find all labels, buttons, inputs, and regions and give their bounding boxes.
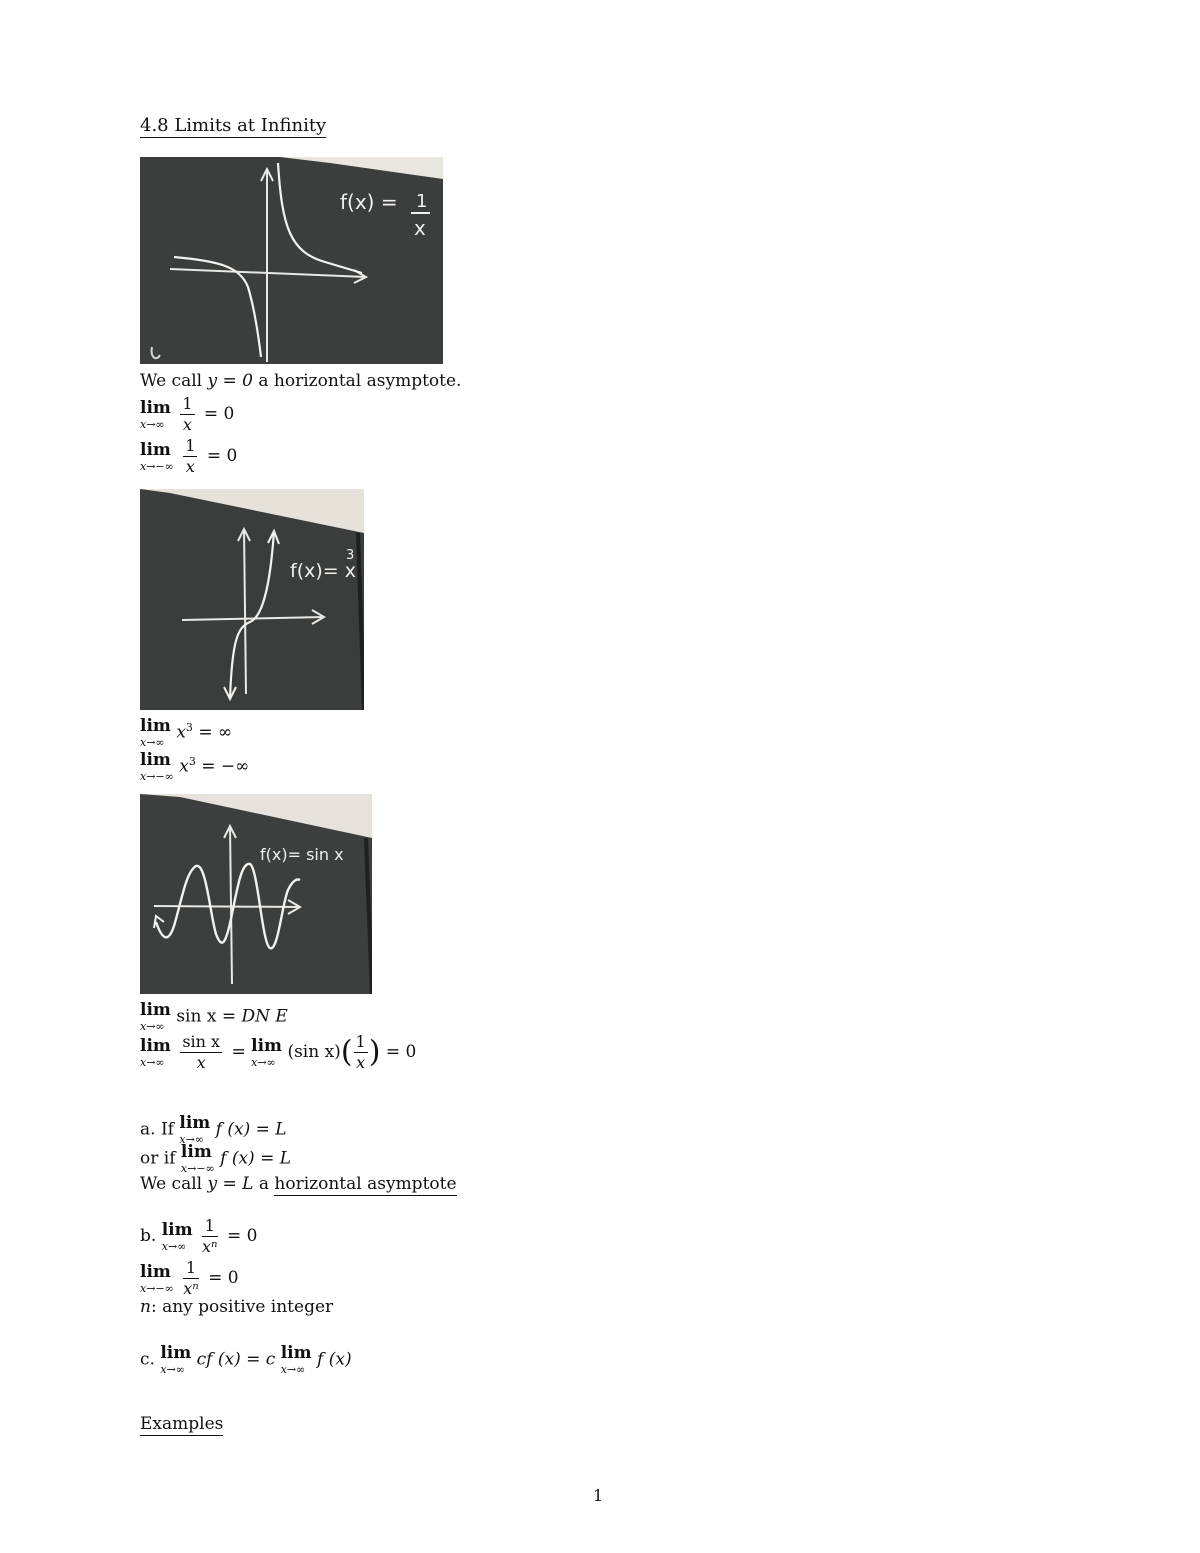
board-label-reciprocal-num: 1 (416, 191, 428, 212)
limit-reciprocal-pos: lim x→∞ $\frac{1}{x}$ = 0 (140, 394, 235, 434)
section-title: 4.8 Limits at Infinity (140, 115, 327, 136)
chalkboard-photo-reciprocal (140, 157, 443, 364)
limit-cube-neg: lim x→−∞ $x^3$ = −∞ (140, 750, 250, 783)
rule-a-line1: a. If lim x→∞ f (x) = L (140, 1113, 287, 1146)
limit-sine: lim x→∞ sin x = DN E (140, 1000, 288, 1033)
chalkboard-photo-sine (140, 794, 372, 994)
board-label-reciprocal-den: x (414, 216, 426, 240)
board-label-cubic-sup: 3 (346, 548, 355, 563)
rule-b-line2: lim x→−∞ $\frac{1}{\text{xⁿ}}$ = 0 (140, 1258, 239, 1298)
examples-heading: Examples (140, 1414, 224, 1434)
rule-b-note: n: any positive integer (140, 1297, 334, 1317)
limit-cube-pos: lim x→∞ $x^3$ = ∞ (140, 716, 233, 749)
board-label-reciprocal: f(x) = (340, 190, 398, 214)
rule-a-line3: We call y = L a horizontal asymptote (140, 1174, 457, 1194)
board-label-cubic: f(x)= x (290, 560, 356, 582)
page-number: 1 (593, 1486, 604, 1505)
asymptote-statement: We call y = 0 a horizontal asymptote. (140, 371, 462, 391)
board-label-sine: f(x)= sin x (260, 845, 344, 864)
horizontal-asymptote-term: horizontal asymptote (274, 1174, 457, 1194)
rule-a-line2: or if lim x→−∞ f (x) = L (140, 1142, 292, 1175)
limit-sinx-over-x: lim x→∞ $\frac{\text{sin x}}{x}$ = lim x→∞ (sin x)( $\frac{1}{x}$ ) = 0 (140, 1032, 417, 1072)
chalkboard-photo-cubic (140, 489, 364, 710)
rule-c: c. lim x→∞ cf (x) = c lim x→∞ f (x) (140, 1343, 352, 1376)
limit-reciprocal-neg: lim x→−∞ $\frac{1}{x}$ = 0 (140, 436, 238, 476)
rule-b-line1: b. lim x→∞ $\frac{1}{\text{xⁿ}}$ = 0 (140, 1216, 258, 1256)
